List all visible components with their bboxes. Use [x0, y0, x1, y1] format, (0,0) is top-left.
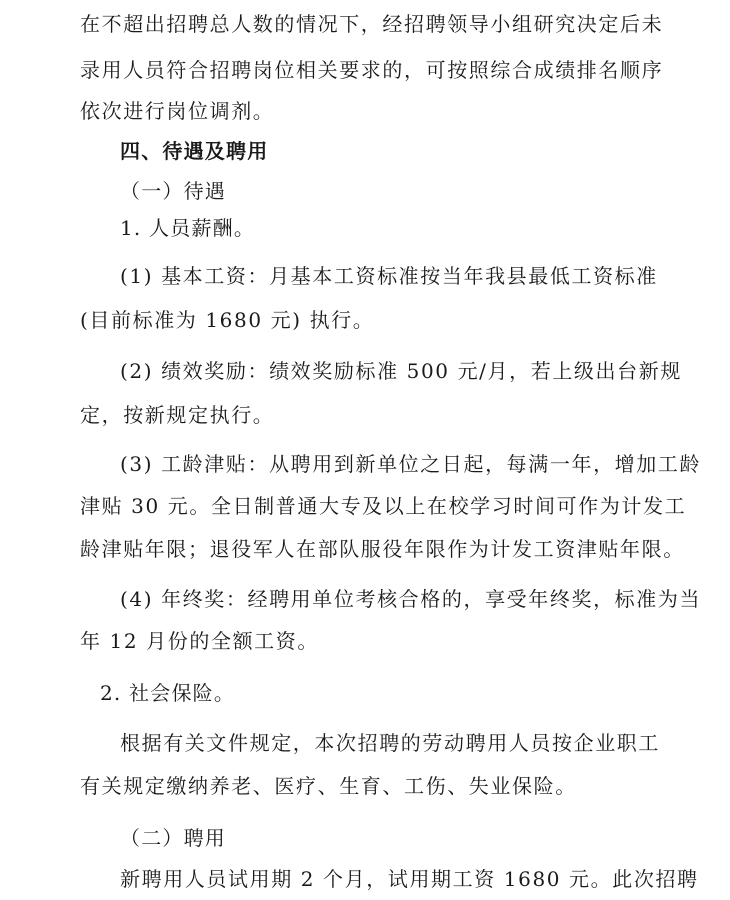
- pay-item-2-line-1: (2) 绩效奖励：绩效奖励标准 500 元/月，若上级出台新规: [120, 359, 682, 383]
- pay-item-3-line-3: 龄津贴年限；退役军人在部队服役年限作为计发工资津贴年限。: [80, 537, 685, 561]
- item-title-1: 1. 人员薪酬。: [120, 216, 256, 240]
- intro-line-2: 录用人员符合招聘岗位相关要求的，可按照综合成绩排名顺序: [80, 58, 664, 82]
- pay-item-2-line-2: 定，按新规定执行。: [80, 403, 275, 427]
- insurance-line-1: 根据有关文件规定，本次招聘的劳动聘用人员按企业职工: [120, 731, 660, 755]
- section-heading-4: 四、待遇及聘用: [120, 139, 269, 163]
- subsection-heading-2: （二）聘用: [120, 826, 226, 850]
- hiring-line-1: 新聘用人员试用期 2 个月，试用期工资 1680 元。此次招聘: [120, 867, 699, 891]
- insurance-line-2: 有关规定缴纳养老、医疗、生育、工伤、失业保险。: [80, 774, 577, 798]
- pay-item-4-line-2: 年 12 月份的全额工资。: [80, 629, 319, 653]
- intro-line-3: 依次进行岗位调剂。: [80, 99, 275, 123]
- pay-item-1-line-2: (目前标准为 1680 元) 执行。: [80, 308, 375, 332]
- pay-item-1-line-1: (1) 基本工资：月基本工资标准按当年我县最低工资标准: [120, 264, 658, 288]
- pay-item-4-line-1: (4) 年终奖：经聘用单位考核合格的，享受年终奖，标准为当: [120, 587, 702, 611]
- intro-line-1: 在不超出招聘总人数的情况下，经招聘领导小组研究决定后未: [80, 12, 664, 36]
- pay-item-3-line-2: 津贴 30 元。全日制普通大专及以上在校学习时间可作为计发工: [80, 494, 687, 518]
- pay-item-3-line-1: (3) 工龄津贴：从聘用到新单位之日起，每满一年，增加工龄: [120, 452, 702, 476]
- subsection-heading-1: （一）待遇: [120, 179, 226, 203]
- item-title-2: 2. 社会保险。: [100, 681, 236, 705]
